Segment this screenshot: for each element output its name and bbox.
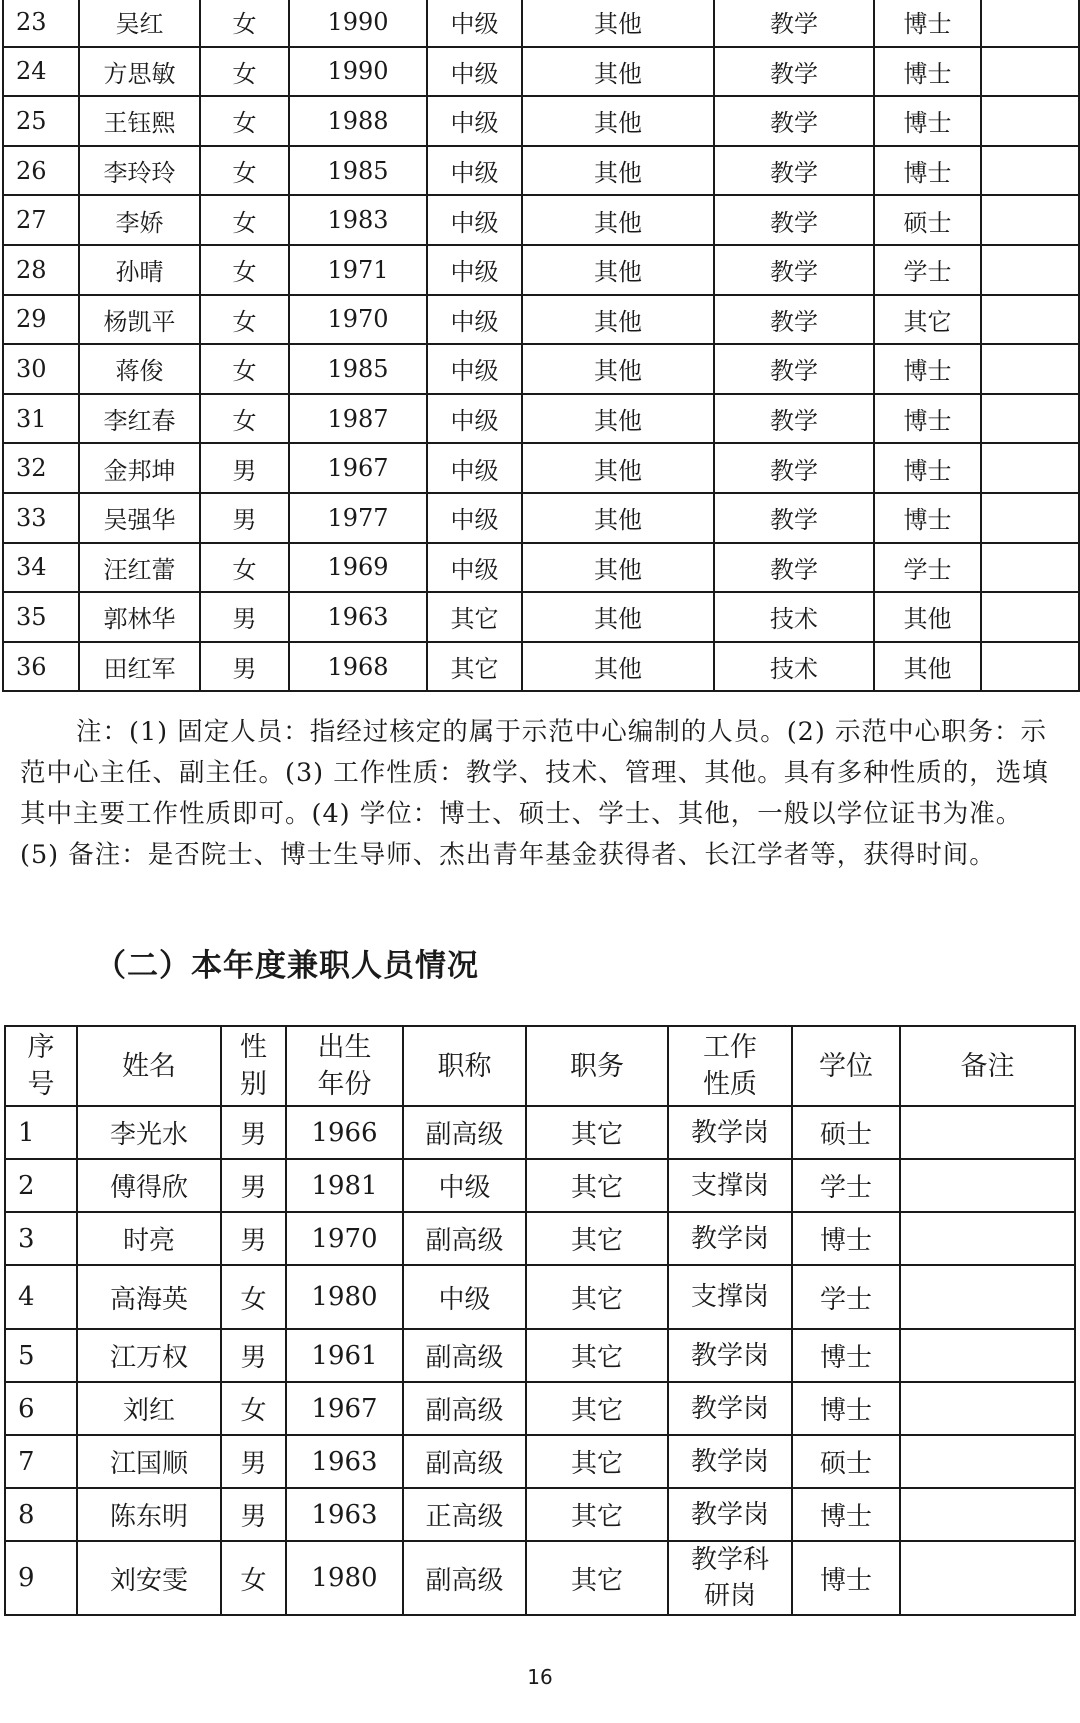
table-row: [5, 1382, 1075, 1435]
cell-title: 中级: [427, 443, 522, 493]
cell-seq: 2: [5, 1159, 77, 1212]
cell-position: 其他: [522, 245, 714, 295]
cell-seq: 8: [5, 1488, 77, 1541]
header-birth-year: 出生 年份: [286, 1026, 403, 1106]
cell-position: 其他: [522, 146, 714, 196]
cell-position: 其它: [526, 1435, 668, 1488]
cell-birth-year: 1967: [289, 443, 427, 493]
cell-gender: 女: [200, 47, 289, 97]
cell-seq: 29: [3, 295, 79, 345]
cell-birth-year: 1988: [289, 96, 427, 146]
cell-name: 李玲玲: [79, 146, 200, 196]
cell-degree: 博士: [874, 344, 981, 394]
cell-remarks: [981, 96, 1079, 146]
cell-degree: 博士: [792, 1541, 900, 1615]
cell-work-nature: 教学: [714, 344, 874, 394]
cell-degree: 博士: [792, 1329, 900, 1382]
cell-work-nature: 教学岗: [668, 1329, 792, 1382]
cell-name: 孙晴: [79, 245, 200, 295]
cell-birth-year: 1980: [286, 1265, 403, 1329]
header-title: 职称: [403, 1026, 526, 1106]
table-row: [5, 1106, 1075, 1159]
cell-gender: 男: [221, 1435, 286, 1488]
cell-remarks: [981, 443, 1079, 493]
cell-seq: 27: [3, 195, 79, 245]
cell-seq: 32: [3, 443, 79, 493]
page-number: 16: [527, 1665, 553, 1689]
part-time-staff-table: [4, 1025, 1076, 1616]
cell-gender: 女: [200, 344, 289, 394]
cell-gender: 女: [200, 0, 289, 47]
cell-seq: 24: [3, 47, 79, 97]
cell-degree: 博士: [874, 443, 981, 493]
table-row: [3, 195, 1079, 245]
table-row: [3, 592, 1079, 642]
cell-position: 其他: [522, 543, 714, 593]
header-work-nature: 工作 性质: [668, 1026, 792, 1106]
cell-title: 副高级: [403, 1106, 526, 1159]
cell-gender: 男: [221, 1329, 286, 1382]
cell-remarks: [981, 493, 1079, 543]
cell-remarks: [981, 245, 1079, 295]
cell-seq: 36: [3, 642, 79, 692]
cell-seq: 4: [5, 1265, 77, 1329]
cell-birth-year: 1968: [289, 642, 427, 692]
cell-remarks: [981, 344, 1079, 394]
cell-degree: 其它: [874, 295, 981, 345]
cell-work-nature: 教学: [714, 443, 874, 493]
cell-work-nature: 教学: [714, 96, 874, 146]
cell-degree: 博士: [874, 493, 981, 543]
cell-work-nature: 支撑岗: [668, 1265, 792, 1329]
cell-name: 李光水: [77, 1106, 221, 1159]
cell-remarks: [981, 146, 1079, 196]
cell-position: 其它: [526, 1265, 668, 1329]
cell-work-nature: 教学: [714, 146, 874, 196]
cell-remarks: [981, 394, 1079, 444]
cell-position: 其他: [522, 642, 714, 692]
cell-position: 其它: [526, 1106, 668, 1159]
cell-remarks: [981, 543, 1079, 593]
cell-name: 方思敏: [79, 47, 200, 97]
cell-birth-year: 1980: [286, 1541, 403, 1615]
cell-gender: 男: [200, 642, 289, 692]
cell-gender: 女: [221, 1265, 286, 1329]
header-gender: 性 别: [221, 1026, 286, 1106]
cell-position: 其他: [522, 394, 714, 444]
cell-birth-year: 1990: [289, 0, 427, 47]
table-row: [5, 1212, 1075, 1265]
cell-name: 蒋俊: [79, 344, 200, 394]
cell-birth-year: 1981: [286, 1159, 403, 1212]
cell-seq: 5: [5, 1329, 77, 1382]
cell-degree: 学士: [874, 543, 981, 593]
cell-work-nature: 教学: [714, 493, 874, 543]
cell-seq: 35: [3, 592, 79, 642]
cell-name: 吴红: [79, 0, 200, 47]
cell-work-nature: 教学岗: [668, 1212, 792, 1265]
cell-gender: 女: [200, 543, 289, 593]
table-row: [5, 1159, 1075, 1212]
cell-title: 中级: [427, 96, 522, 146]
cell-birth-year: 1990: [289, 47, 427, 97]
cell-title: 中级: [427, 394, 522, 444]
cell-seq: 7: [5, 1435, 77, 1488]
cell-remarks: [900, 1265, 1075, 1329]
cell-work-nature: 教学科 研岗: [668, 1541, 792, 1615]
cell-title: 其它: [427, 642, 522, 692]
cell-gender: 男: [221, 1488, 286, 1541]
cell-work-nature: 技术: [714, 642, 874, 692]
cell-work-nature: 教学岗: [668, 1435, 792, 1488]
cell-remarks: [900, 1435, 1075, 1488]
cell-title: 中级: [427, 344, 522, 394]
cell-remarks: [981, 642, 1079, 692]
table-row: [3, 96, 1079, 146]
cell-name: 时亮: [77, 1212, 221, 1265]
header-seq: 序 号: [5, 1026, 77, 1106]
cell-birth-year: 1967: [286, 1382, 403, 1435]
table-row: [3, 344, 1079, 394]
cell-gender: 男: [221, 1159, 286, 1212]
cell-title: 中级: [427, 146, 522, 196]
cell-degree: 学士: [874, 245, 981, 295]
cell-degree: 硕士: [874, 195, 981, 245]
cell-gender: 女: [221, 1541, 286, 1615]
cell-name: 金邦坤: [79, 443, 200, 493]
cell-gender: 女: [200, 96, 289, 146]
table-row: [3, 394, 1079, 444]
cell-seq: 30: [3, 344, 79, 394]
cell-seq: 31: [3, 394, 79, 444]
cell-remarks: [981, 0, 1079, 47]
cell-work-nature: 教学岗: [668, 1106, 792, 1159]
cell-degree: 博士: [874, 96, 981, 146]
cell-title: 副高级: [403, 1212, 526, 1265]
cell-name: 刘红: [77, 1382, 221, 1435]
table-row: [3, 493, 1079, 543]
cell-remarks: [900, 1382, 1075, 1435]
cell-work-nature: 教学: [714, 245, 874, 295]
cell-position: 其它: [526, 1159, 668, 1212]
cell-title: 中级: [427, 47, 522, 97]
cell-work-nature: 教学: [714, 47, 874, 97]
cell-work-nature: 教学: [714, 195, 874, 245]
header-degree: 学位: [792, 1026, 900, 1106]
cell-gender: 男: [200, 493, 289, 543]
cell-gender: 女: [200, 295, 289, 345]
cell-work-nature: 教学: [714, 394, 874, 444]
cell-name: 李娇: [79, 195, 200, 245]
cell-degree: 学士: [792, 1265, 900, 1329]
table-row: [3, 443, 1079, 493]
cell-name: 吴强华: [79, 493, 200, 543]
cell-degree: 博士: [792, 1212, 900, 1265]
cell-name: 江万权: [77, 1329, 221, 1382]
cell-name: 高海英: [77, 1265, 221, 1329]
cell-position: 其它: [526, 1488, 668, 1541]
cell-name: 田红军: [79, 642, 200, 692]
cell-work-nature: 技术: [714, 592, 874, 642]
cell-degree: 博士: [874, 146, 981, 196]
cell-title: 中级: [427, 295, 522, 345]
cell-degree: 博士: [874, 47, 981, 97]
table-row: [5, 1435, 1075, 1488]
cell-position: 其它: [526, 1541, 668, 1615]
cell-position: 其它: [526, 1382, 668, 1435]
table-row: [3, 0, 1079, 47]
cell-degree: 博士: [874, 0, 981, 47]
cell-remarks: [981, 47, 1079, 97]
table-header-row: [5, 1026, 1075, 1106]
cell-remarks: [900, 1488, 1075, 1541]
header-remarks: 备注: [900, 1026, 1075, 1106]
cell-name: 杨凯平: [79, 295, 200, 345]
cell-gender: 男: [221, 1212, 286, 1265]
cell-birth-year: 1977: [289, 493, 427, 543]
table-notes: 注：(1) 固定人员：指经过核定的属于示范中心编制的人员。(2) 示范中心职务：示范中心主任、副主任。(3) 工作性质：教学、技术、管理、其他。具有多种性质的，选填其中主要工作性质即可。(4) 学位：博士、硕士、学士、其他，一般以学位证书为准。(5) 备注：是否院士、博士生导师、杰出青年基金获得者、长江学者等，获得时间。: [20, 717, 1049, 870]
cell-remarks: [900, 1212, 1075, 1265]
cell-position: 其它: [526, 1329, 668, 1382]
table-row: [5, 1265, 1075, 1329]
cell-title: 副高级: [403, 1329, 526, 1382]
cell-gender: 女: [200, 245, 289, 295]
table-row: [3, 47, 1079, 97]
cell-gender: 女: [200, 195, 289, 245]
cell-position: 其他: [522, 195, 714, 245]
table-row: [3, 245, 1079, 295]
cell-position: 其他: [522, 344, 714, 394]
cell-degree: 博士: [792, 1488, 900, 1541]
cell-title: 中级: [427, 245, 522, 295]
cell-remarks: [900, 1329, 1075, 1382]
fixed-staff-table: [2, 0, 1080, 692]
cell-name: 刘安雯: [77, 1541, 221, 1615]
cell-position: 其他: [522, 96, 714, 146]
cell-title: 中级: [427, 493, 522, 543]
table-row: [5, 1541, 1075, 1615]
cell-work-nature: 支撑岗: [668, 1159, 792, 1212]
cell-remarks: [981, 195, 1079, 245]
cell-seq: 23: [3, 0, 79, 47]
cell-title: 中级: [427, 195, 522, 245]
cell-birth-year: 1963: [286, 1435, 403, 1488]
cell-seq: 6: [5, 1382, 77, 1435]
cell-gender: 男: [221, 1106, 286, 1159]
cell-seq: 26: [3, 146, 79, 196]
cell-birth-year: 1963: [286, 1488, 403, 1541]
cell-title: 中级: [427, 0, 522, 47]
cell-title: 副高级: [403, 1541, 526, 1615]
table-row: [5, 1329, 1075, 1382]
cell-seq: 3: [5, 1212, 77, 1265]
cell-gender: 女: [200, 146, 289, 196]
cell-remarks: [900, 1159, 1075, 1212]
cell-remarks: [900, 1541, 1075, 1615]
cell-remarks: [981, 592, 1079, 642]
table-row: [3, 295, 1079, 345]
cell-birth-year: 1985: [289, 344, 427, 394]
table-row: [3, 146, 1079, 196]
table-row: [3, 543, 1079, 593]
cell-degree: 其他: [874, 642, 981, 692]
cell-seq: 9: [5, 1541, 77, 1615]
cell-birth-year: 1961: [286, 1329, 403, 1382]
cell-title: 中级: [403, 1265, 526, 1329]
cell-work-nature: 教学岗: [668, 1488, 792, 1541]
cell-birth-year: 1985: [289, 146, 427, 196]
cell-title: 其它: [427, 592, 522, 642]
cell-name: 王钰熙: [79, 96, 200, 146]
cell-seq: 25: [3, 96, 79, 146]
header-position: 职务: [526, 1026, 668, 1106]
cell-position: 其他: [522, 592, 714, 642]
cell-position: 其他: [522, 295, 714, 345]
cell-work-nature: 教学: [714, 295, 874, 345]
cell-name: 江国顺: [77, 1435, 221, 1488]
cell-name: 李红春: [79, 394, 200, 444]
cell-position: 其他: [522, 493, 714, 543]
cell-birth-year: 1970: [286, 1212, 403, 1265]
cell-position: 其他: [522, 47, 714, 97]
table-row: [5, 1488, 1075, 1541]
cell-work-nature: 教学: [714, 0, 874, 47]
cell-name: 傅得欣: [77, 1159, 221, 1212]
cell-birth-year: 1970: [289, 295, 427, 345]
cell-gender: 女: [221, 1382, 286, 1435]
cell-seq: 34: [3, 543, 79, 593]
cell-name: 郭林华: [79, 592, 200, 642]
cell-position: 其他: [522, 443, 714, 493]
cell-birth-year: 1971: [289, 245, 427, 295]
cell-degree: 硕士: [792, 1435, 900, 1488]
cell-seq: 1: [5, 1106, 77, 1159]
cell-seq: 33: [3, 493, 79, 543]
cell-work-nature: 教学岗: [668, 1382, 792, 1435]
cell-birth-year: 1983: [289, 195, 427, 245]
cell-gender: 男: [200, 592, 289, 642]
cell-gender: 女: [200, 394, 289, 444]
cell-remarks: [900, 1106, 1075, 1159]
cell-title: 中级: [427, 543, 522, 593]
cell-remarks: [981, 295, 1079, 345]
cell-birth-year: 1966: [286, 1106, 403, 1159]
table-row: [3, 642, 1079, 692]
cell-birth-year: 1987: [289, 394, 427, 444]
cell-degree: 硕士: [792, 1106, 900, 1159]
header-name: 姓名: [77, 1026, 221, 1106]
cell-position: 其他: [522, 0, 714, 47]
cell-gender: 男: [200, 443, 289, 493]
cell-position: 其它: [526, 1212, 668, 1265]
section-heading: （二）本年度兼职人员情况: [95, 948, 479, 984]
cell-seq: 28: [3, 245, 79, 295]
cell-birth-year: 1963: [289, 592, 427, 642]
cell-work-nature: 教学: [714, 543, 874, 593]
cell-degree: 其他: [874, 592, 981, 642]
cell-degree: 博士: [874, 394, 981, 444]
cell-title: 副高级: [403, 1382, 526, 1435]
cell-title: 副高级: [403, 1435, 526, 1488]
cell-name: 陈东明: [77, 1488, 221, 1541]
cell-degree: 博士: [792, 1382, 900, 1435]
cell-birth-year: 1969: [289, 543, 427, 593]
cell-title: 中级: [403, 1159, 526, 1212]
cell-title: 正高级: [403, 1488, 526, 1541]
cell-name: 汪红蕾: [79, 543, 200, 593]
cell-degree: 学士: [792, 1159, 900, 1212]
